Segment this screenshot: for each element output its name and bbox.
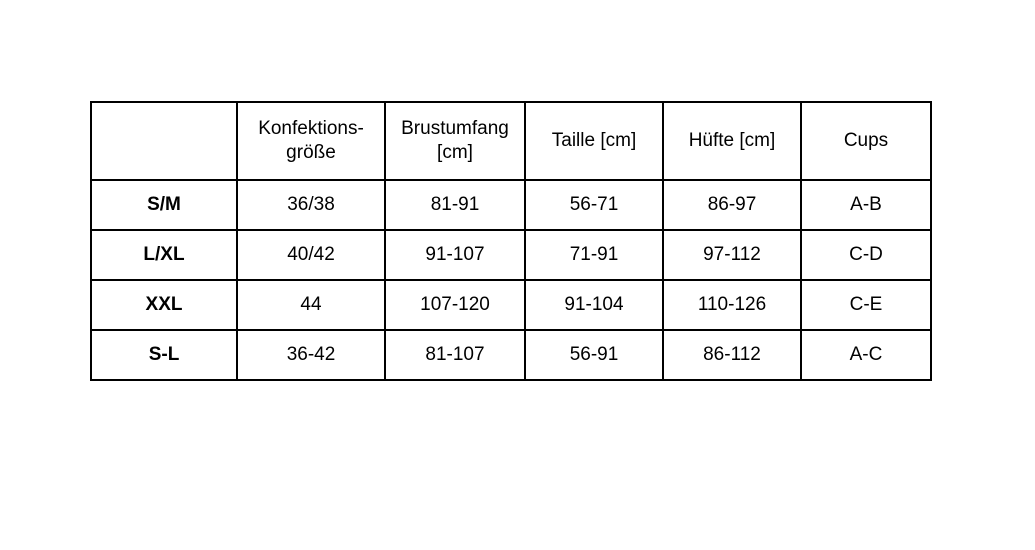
table-body xyxy=(91,180,931,380)
table-header xyxy=(91,102,931,180)
column-header-empty xyxy=(91,102,237,180)
row-label: XXL xyxy=(91,280,237,330)
size-chart-container xyxy=(90,101,930,381)
column-header-konfektionsgroesse: Konfektions-größe xyxy=(237,102,385,180)
cell-huefte: 110-126 xyxy=(663,280,801,330)
column-header-huefte: Hüfte [cm] xyxy=(663,102,801,180)
cell-huefte: 97-112 xyxy=(663,230,801,280)
cell-cups: A-B xyxy=(801,180,931,230)
cell-cups: A-C xyxy=(801,330,931,380)
cell-taille: 56-91 xyxy=(525,330,663,380)
cell-taille: 56-71 xyxy=(525,180,663,230)
cell-huefte: 86-97 xyxy=(663,180,801,230)
cell-konfektionsgroesse: 44 xyxy=(237,280,385,330)
column-header-taille: Taille [cm] xyxy=(525,102,663,180)
cell-konfektionsgroesse: 40/42 xyxy=(237,230,385,280)
cell-taille: 91-104 xyxy=(525,280,663,330)
cell-brustumfang: 91-107 xyxy=(385,230,525,280)
table-header-row xyxy=(91,102,931,180)
table-row xyxy=(91,280,931,330)
table-row xyxy=(91,180,931,230)
cell-taille: 71-91 xyxy=(525,230,663,280)
cell-huefte: 86-112 xyxy=(663,330,801,380)
column-header-cups: Cups xyxy=(801,102,931,180)
table-row xyxy=(91,230,931,280)
cell-cups: C-D xyxy=(801,230,931,280)
row-label: L/XL xyxy=(91,230,237,280)
size-chart-table xyxy=(90,101,932,381)
row-label: S/M xyxy=(91,180,237,230)
cell-brustumfang: 81-107 xyxy=(385,330,525,380)
table-row xyxy=(91,330,931,380)
row-label: S-L xyxy=(91,330,237,380)
cell-konfektionsgroesse: 36/38 xyxy=(237,180,385,230)
cell-cups: C-E xyxy=(801,280,931,330)
cell-brustumfang: 81-91 xyxy=(385,180,525,230)
cell-brustumfang: 107-120 xyxy=(385,280,525,330)
column-header-brustumfang: Brustumfang [cm] xyxy=(385,102,525,180)
cell-konfektionsgroesse: 36-42 xyxy=(237,330,385,380)
